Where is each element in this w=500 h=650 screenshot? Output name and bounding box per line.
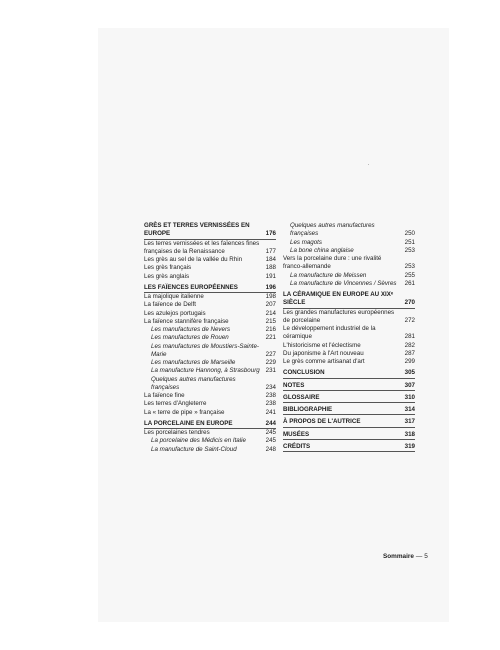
toc-entry-title: Les azulejos portugais	[144, 309, 206, 317]
toc-entry-title: La faïence fine	[144, 392, 185, 399]
toc-entry	[144, 310, 276, 318]
page-footer	[383, 553, 428, 560]
toc-section-page: 305	[404, 369, 415, 377]
toc-section-page: 307	[404, 381, 415, 389]
toc-entry	[144, 326, 276, 334]
toc-entry-title: Le grès comme artisanat d'art	[283, 358, 365, 365]
toc-entry-page: 253	[404, 263, 415, 271]
toc-entry	[283, 350, 415, 358]
toc-entry	[144, 359, 276, 367]
toc-section	[144, 420, 276, 429]
toc-entry	[283, 247, 415, 255]
toc-entry-title: La bone china anglaise	[290, 246, 354, 254]
toc-entry	[144, 301, 276, 309]
toc-section-page: 317	[404, 418, 415, 426]
toc-section	[283, 418, 415, 427]
toc-section-title: LES FAÏENCES EUROPÉENNES	[144, 283, 238, 291]
toc-right-column	[283, 222, 415, 452]
toc-entry-page: 231	[265, 367, 276, 375]
toc-entry-title: Quelques autres manufactures françaises	[151, 375, 236, 391]
toc-section-title: GLOSSAIRE	[283, 393, 320, 401]
toc-section-title: CRÉDITS	[283, 442, 311, 450]
toc-entry-title: La porcelaine des Médicis en Italie	[151, 437, 246, 445]
toc-entry-page: 207	[265, 301, 276, 309]
toc-entry-page: 215	[265, 317, 276, 325]
toc-entry-title: La majolique italienne	[144, 293, 204, 300]
toc-entry-title: Le développement industriel de la céramique	[283, 325, 376, 341]
toc-entry-title: La manufacture Hannong, à Strasbourg	[151, 367, 260, 375]
toc-entry	[283, 272, 415, 280]
toc-entry	[144, 273, 276, 281]
toc-entry-page: 214	[265, 309, 276, 317]
toc-entry-title: Les magots	[290, 238, 322, 246]
toc-entry-page: 238	[265, 392, 276, 399]
toc-entry	[144, 343, 276, 360]
toc-entry-page: 238	[265, 400, 276, 408]
toc-entry-page: 281	[404, 333, 415, 341]
toc-entry	[283, 358, 415, 366]
toc-entry-title: Les grès au sel de la vallée du Rhin	[144, 256, 243, 263]
toc-entry	[144, 437, 276, 445]
toc-entry-title: La manufacture de Vincennes / Sèvres	[290, 279, 397, 287]
toc-entry-page: 245	[265, 437, 276, 445]
toc-entry-page: 272	[404, 316, 415, 324]
toc-section-page: 318	[404, 430, 415, 438]
toc-entry	[283, 342, 415, 350]
toc-entry	[283, 309, 415, 326]
toc-section-page: 244	[265, 419, 276, 427]
toc-entry-page: 241	[265, 408, 276, 416]
toc-entry	[144, 367, 276, 375]
toc-entry	[283, 222, 415, 239]
toc-section	[144, 222, 276, 240]
toc-entry-page: 282	[404, 341, 415, 349]
toc-entry-title: Les terres vernissées et les faïences fines françaises de la Renaissance	[144, 239, 260, 255]
toc-entry	[144, 240, 276, 257]
toc-section	[144, 284, 276, 293]
toc-entry-title: Les manufactures de Nevers	[151, 326, 231, 333]
toc-entry	[144, 293, 276, 301]
paper-speck	[368, 164, 369, 165]
toc-entry-title: Les terres d'Angleterre	[144, 400, 207, 408]
footer-dash: —	[415, 553, 423, 560]
toc-entry-title: L'historicisme et l'éclectisme	[283, 341, 361, 349]
toc-section-title: LA PORCELAINE EN EUROPE	[144, 419, 233, 427]
toc-entry-title: Vers la porcelaine dure : une rivalité franco-allemande	[283, 255, 382, 271]
footer-label: Sommaire	[383, 553, 414, 560]
toc-entry	[144, 392, 276, 400]
toc-entry-page: 251	[404, 238, 415, 246]
toc-section-page: 314	[404, 406, 415, 413]
toc-section-page: 176	[265, 230, 276, 238]
toc-section-page: 310	[404, 393, 415, 401]
toc-entry-page: 191	[265, 272, 276, 280]
toc-entry	[144, 264, 276, 272]
toc-entry-title: Les grès anglais	[144, 272, 190, 280]
toc-entry-page: 245	[265, 429, 276, 436]
toc-entry-page: 248	[265, 445, 276, 453]
toc-entry-title: Les manufactures de Rouen	[151, 334, 229, 342]
toc-entry-page: 221	[265, 334, 276, 342]
toc-section-page: 270	[404, 299, 415, 307]
toc-entry-page: 234	[265, 383, 276, 391]
toc-entry	[283, 280, 415, 288]
toc-entry-page: 229	[265, 359, 276, 366]
toc-entry	[144, 256, 276, 264]
toc-section-title: À PROPOS DE L'AUTRICE	[283, 418, 361, 426]
toc-entry-page: 184	[265, 256, 276, 263]
toc-entry	[144, 376, 276, 393]
toc-section	[283, 443, 415, 452]
toc-section-page: 196	[265, 283, 276, 291]
toc-entry	[144, 318, 276, 326]
toc-section-title: GRÈS ET TERRES VERNISSÉES EN EUROPE	[144, 222, 250, 238]
page-number: 5	[424, 553, 428, 560]
toc-entry-page: 299	[404, 358, 415, 365]
toc-left-column	[144, 222, 276, 454]
toc-section	[283, 394, 415, 403]
toc-section-title: LA CÉRAMIQUE EN EUROPE AU XIXᵉ SIÈCLE	[283, 291, 394, 307]
toc-entry	[144, 429, 276, 437]
toc-entry-page: 255	[404, 271, 415, 279]
toc-entry	[283, 325, 415, 342]
toc-entry-title: Les porcelaines tendres	[144, 429, 210, 436]
toc-entry-page: 250	[404, 230, 415, 238]
toc-section	[283, 382, 415, 391]
toc-entry-page: 216	[265, 326, 276, 333]
toc-section	[283, 431, 415, 440]
toc-entry-page: 261	[404, 279, 415, 287]
toc-section-title: CONCLUSION	[283, 369, 325, 377]
toc-entry-title: La manufacture de Meissen	[290, 271, 367, 279]
toc-entry-title: Les grès français	[144, 264, 192, 272]
toc-entry-page: 227	[265, 350, 276, 358]
toc-section	[283, 406, 415, 415]
toc-section	[283, 369, 415, 378]
toc-entry-page: 253	[404, 246, 415, 254]
toc-entry-title: La faïence de Delft	[144, 301, 196, 309]
toc-entry-title: La faïence stannifère française	[144, 317, 229, 325]
toc-entry-page: 188	[265, 264, 276, 272]
toc-entry	[283, 255, 415, 272]
toc-entry-title: Quelques autres manufactures françaises	[290, 222, 375, 238]
toc-entry-page: 177	[265, 247, 276, 255]
toc-entry-title: Les manufactures de Moustiers-Sainte-Marie	[151, 342, 259, 358]
toc-entry	[144, 334, 276, 342]
toc-section-title: NOTES	[283, 381, 305, 389]
toc-entry-title: Les manufactures de Marseille	[151, 359, 236, 366]
toc-entry-title: La manufacture de Saint-Cloud	[151, 445, 237, 453]
toc-entry	[144, 409, 276, 417]
toc-entry-title: La « terre de pipe » française	[144, 408, 225, 416]
toc-entry	[144, 446, 276, 454]
toc-entry	[283, 239, 415, 247]
toc-section-title: MUSÉES	[283, 430, 310, 438]
toc-section-title: BIBLIOGRAPHIE	[283, 406, 333, 413]
toc-entry-title: Du japonisme à l'Art nouveau	[283, 349, 364, 357]
toc-entry-title: Les grandes manufactures européennes de porcelaine	[283, 308, 395, 324]
toc-section-page: 319	[404, 442, 415, 450]
toc-section	[283, 291, 415, 309]
toc-entry	[144, 400, 276, 408]
toc-entry-page: 198	[265, 293, 276, 300]
toc-entry-page: 287	[404, 349, 415, 357]
